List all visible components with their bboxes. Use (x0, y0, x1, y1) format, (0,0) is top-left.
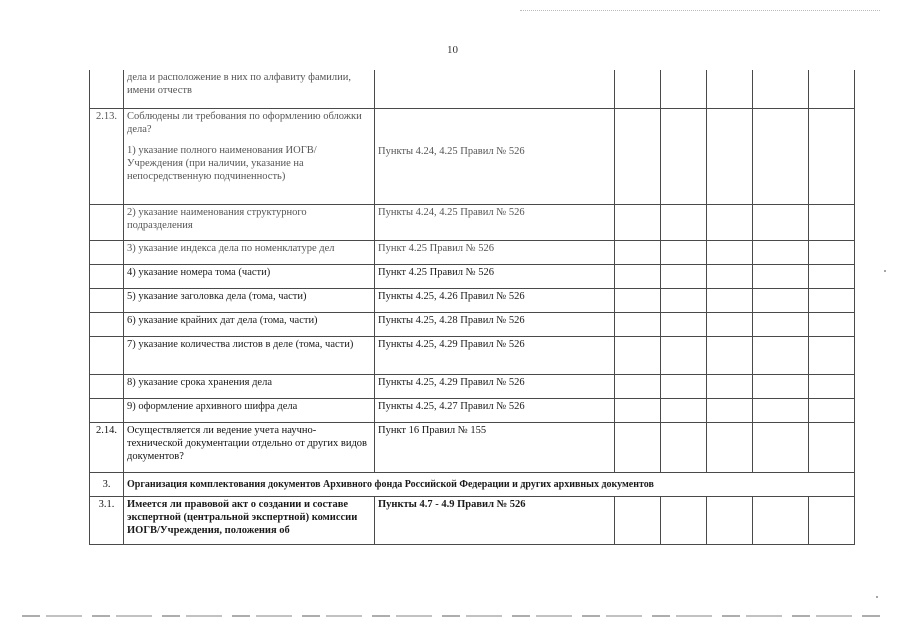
answer-cell[interactable] (753, 204, 809, 240)
answer-cell[interactable] (707, 240, 753, 264)
table-row (90, 204, 855, 240)
answer-cell[interactable] (753, 70, 809, 108)
scan-speck (876, 596, 878, 598)
item-number (90, 398, 124, 422)
answer-cell[interactable] (809, 70, 855, 108)
answer-cell[interactable] (661, 70, 707, 108)
item-number: 3.1. (90, 496, 124, 544)
reference-cell: Пункты 4.25, 4.29 Правил № 526 (375, 374, 615, 398)
answer-cell[interactable] (707, 336, 753, 374)
item-number (90, 264, 124, 288)
item-number (90, 204, 124, 240)
table-row (90, 422, 855, 472)
answer-cell[interactable] (707, 422, 753, 472)
table-row (90, 70, 855, 108)
answer-cell[interactable] (707, 264, 753, 288)
answer-cell[interactable] (809, 240, 855, 264)
question-cell: 8) указание срока хранения дела (124, 374, 375, 398)
page-number: 10 (447, 44, 458, 56)
question-cell: 6) указание крайних дат дела (тома, части) (124, 312, 375, 336)
item-number (90, 240, 124, 264)
reference-cell: Пункт 4.25 Правил № 526 (375, 240, 615, 264)
reference-cell: Пункты 4.25, 4.29 Правил № 526 (375, 336, 615, 374)
question-cell: 3) указание индекса дела по номенклатуре дел (124, 240, 375, 264)
answer-cell[interactable] (615, 204, 661, 240)
answer-cell[interactable] (753, 240, 809, 264)
answer-cell[interactable] (809, 496, 855, 544)
reference-cell (375, 70, 615, 108)
table-row (90, 336, 855, 374)
question-cell: Осуществляется ли ведение учета научно-технической документации отдельно от других видов документов? (124, 422, 375, 472)
item-number (90, 374, 124, 398)
answer-cell[interactable] (615, 312, 661, 336)
item-number (90, 70, 124, 108)
answer-cell[interactable] (809, 264, 855, 288)
scan-artifact-top (520, 10, 880, 12)
answer-cell[interactable] (809, 398, 855, 422)
answer-cell[interactable] (753, 288, 809, 312)
question-cell: дела и расположение в них по алфавиту фамилии, имени отчеств (124, 70, 375, 108)
answer-cell[interactable] (615, 70, 661, 108)
answer-cell[interactable] (809, 422, 855, 472)
answer-cell[interactable] (661, 496, 707, 544)
answer-cell[interactable] (753, 496, 809, 544)
answer-cell[interactable] (753, 398, 809, 422)
answer-cell[interactable] (615, 422, 661, 472)
answer-cell[interactable] (615, 288, 661, 312)
section-title: Организация комплектования документов Архивного фонда Российской Федерации и других архивных документов (124, 472, 855, 496)
section-header-row (90, 472, 855, 496)
question-subitem: 1) указание полного наименования ИОГВ/Учреждения (при наличии, указание на непосредственную подчиненность) (127, 144, 317, 182)
reference-cell: Пункты 4.25, 4.27 Правил № 526 (375, 398, 615, 422)
reference-cell: Пункты 4.25, 4.28 Правил № 526 (375, 312, 615, 336)
reference-cell: Пункты 4.24, 4.25 Правил № 526 (375, 204, 615, 240)
question-cell: 4) указание номера тома (части) (124, 264, 375, 288)
question-heading: Соблюдены ли требования по оформлению обложки дела? (127, 110, 362, 135)
answer-cell[interactable] (615, 496, 661, 544)
scan-artifact-bottom (22, 615, 882, 617)
answer-cell[interactable] (661, 422, 707, 472)
answer-cell[interactable] (661, 240, 707, 264)
answer-cell[interactable] (809, 288, 855, 312)
item-number (90, 312, 124, 336)
answer-cell[interactable] (753, 108, 809, 204)
answer-cell[interactable] (753, 374, 809, 398)
answer-cell[interactable] (753, 336, 809, 374)
question-cell: Имеется ли правовой акт о создании и составе экспертной (центральной экспертной) комиссии ИОГВ/Учреждения, положения об (124, 496, 375, 544)
question-cell (124, 108, 375, 204)
question-cell: 2) указание наименования структурного подразделения (124, 204, 375, 240)
table-row (90, 108, 855, 204)
answer-cell[interactable] (661, 312, 707, 336)
answer-cell[interactable] (809, 108, 855, 204)
answer-cell[interactable] (707, 70, 753, 108)
answer-cell[interactable] (707, 398, 753, 422)
table-row (90, 240, 855, 264)
table-row (90, 264, 855, 288)
table-row (90, 312, 855, 336)
table-body (90, 70, 855, 544)
answer-cell[interactable] (615, 374, 661, 398)
answer-cell[interactable] (809, 374, 855, 398)
answer-cell[interactable] (661, 336, 707, 374)
item-number: 2.13. (90, 108, 124, 204)
answer-cell[interactable] (707, 374, 753, 398)
answer-cell[interactable] (661, 204, 707, 240)
checklist-table (89, 70, 855, 545)
table-row (90, 398, 855, 422)
reference-text: Пункты 4.24, 4.25 Правил № 526 (378, 145, 525, 157)
table-row (90, 374, 855, 398)
scan-speck (884, 270, 886, 272)
question-cell: 5) указание заголовка дела (тома, части) (124, 288, 375, 312)
answer-cell[interactable] (809, 204, 855, 240)
answer-cell[interactable] (661, 108, 707, 204)
reference-cell: Пункты 4.25, 4.26 Правил № 526 (375, 288, 615, 312)
answer-cell[interactable] (615, 398, 661, 422)
answer-cell[interactable] (707, 496, 753, 544)
answer-cell[interactable] (615, 336, 661, 374)
answer-cell[interactable] (707, 288, 753, 312)
answer-cell[interactable] (615, 240, 661, 264)
reference-cell: Пункты 4.7 - 4.9 Правил № 526 (375, 496, 615, 544)
section-number: 3. (90, 472, 124, 496)
answer-cell[interactable] (661, 374, 707, 398)
reference-cell (375, 108, 615, 204)
answer-cell[interactable] (753, 422, 809, 472)
table-row (90, 288, 855, 312)
item-number: 2.14. (90, 422, 124, 472)
answer-cell[interactable] (615, 108, 661, 204)
answer-cell[interactable] (707, 204, 753, 240)
answer-cell[interactable] (753, 264, 809, 288)
answer-cell[interactable] (809, 312, 855, 336)
answer-cell[interactable] (661, 288, 707, 312)
reference-cell: Пункт 4.25 Правил № 526 (375, 264, 615, 288)
answer-cell[interactable] (753, 312, 809, 336)
answer-cell[interactable] (661, 264, 707, 288)
item-number (90, 336, 124, 374)
answer-cell[interactable] (615, 264, 661, 288)
answer-cell[interactable] (661, 398, 707, 422)
question-cell: 9) оформление архивного шифра дела (124, 398, 375, 422)
item-number (90, 288, 124, 312)
answer-cell[interactable] (707, 108, 753, 204)
table-row (90, 496, 855, 544)
answer-cell[interactable] (809, 336, 855, 374)
question-cell: 7) указание количества листов в деле (тома, части) (124, 336, 375, 374)
answer-cell[interactable] (707, 312, 753, 336)
reference-cell: Пункт 16 Правил № 155 (375, 422, 615, 472)
